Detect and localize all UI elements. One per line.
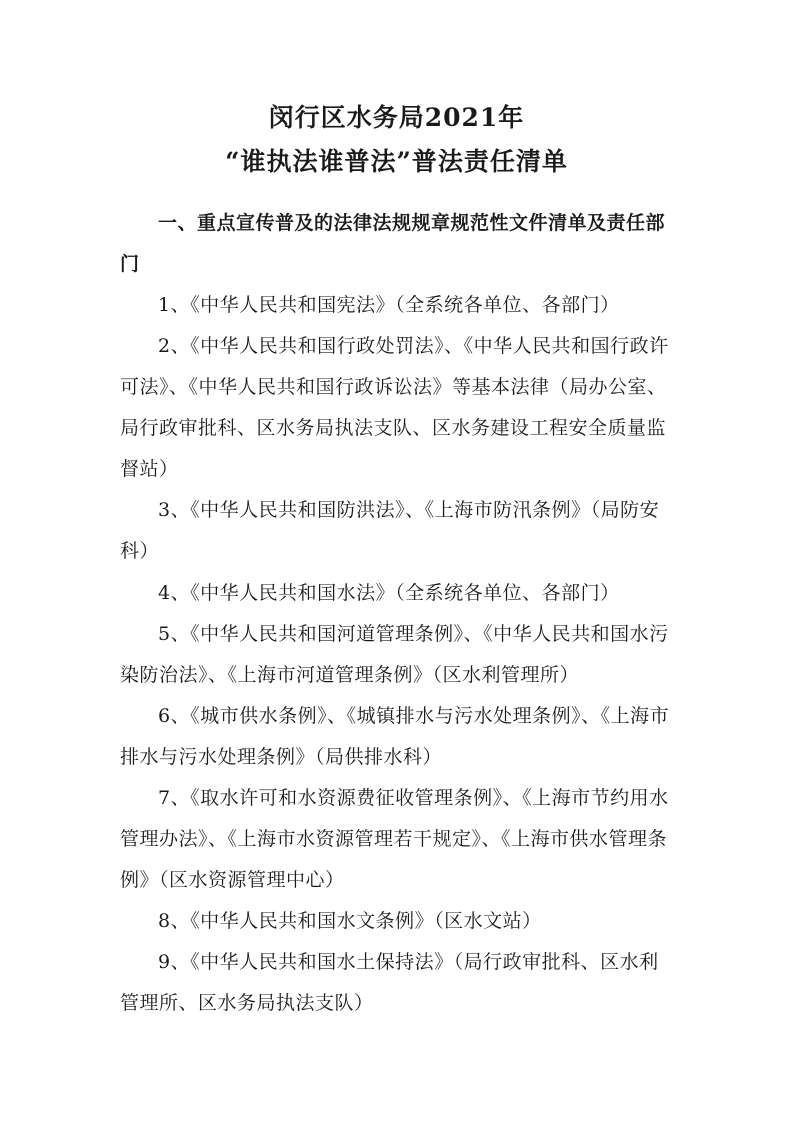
list-item-7-line-2: 管理办法》、《上海市水资源管理若干规定》、《上海市供水管理条	[120, 828, 668, 850]
list-item-2-line-1: 2、《中华人民共和国行政处罚法》、《中华人民共和国行政许	[158, 335, 669, 357]
list-item-6-line-2: 排水与污水处理条例》（局供排水科）	[120, 746, 443, 768]
list-item-3-line-2: 科）	[120, 540, 160, 562]
list-item-2-line-3: 局行政审批科、区水务局执法支队、区水务建设工程安全质量监	[120, 417, 667, 439]
list-item-6-line-1: 6、《城市供水条例》、《城镇排水与污水处理条例》、《上海市	[158, 705, 670, 727]
list-item-9-line-1: 9、《中华人民共和国水土保持法》（局行政审批科、区水利	[158, 951, 659, 973]
list-item-2-line-2: 可法》、《中华人民共和国行政诉讼法》等基本法律（局办公室、	[120, 376, 667, 398]
list-item-5-line-2: 染防治法》、《上海市河道管理条例》（区水利管理所）	[120, 664, 580, 686]
list-item-2-line-4: 督站）	[120, 458, 179, 480]
list-item-8-line-1: 8、《中华人民共和国水文条例》（区水文站）	[158, 910, 542, 932]
list-item-4-line-1: 4、《中华人民共和国水法》（全系统各单位、各部门）	[158, 582, 620, 604]
list-item-5-line-1: 5、《中华人民共和国河道管理条例》、《中华人民共和国水污	[158, 623, 669, 645]
list-item-3-line-1: 3、《中华人民共和国防洪法》、《上海市防汛条例》（局防安	[158, 499, 660, 521]
list-item-9-line-2: 管理所、区水务局执法支队）	[120, 992, 374, 1014]
section-heading-line-1: 一、重点宣传普及的法律法规规章规范性文件清单及责任部	[158, 212, 666, 234]
document-title-line-1: 闵行区水务局2021年	[268, 103, 525, 132]
list-item-7-line-3: 例》（区水资源管理中心）	[120, 869, 345, 891]
list-item-7-line-1: 7、《取水许可和水资源费征收管理条例》、《上海市节约用水	[158, 787, 669, 809]
section-heading-line-2: 门	[120, 253, 140, 275]
document-title-line-2: “谁执法谁普法”普法责任清单	[225, 147, 568, 176]
list-item-1-line-1: 1、《中华人民共和国宪法》（全系统各单位、各部门）	[158, 294, 620, 316]
